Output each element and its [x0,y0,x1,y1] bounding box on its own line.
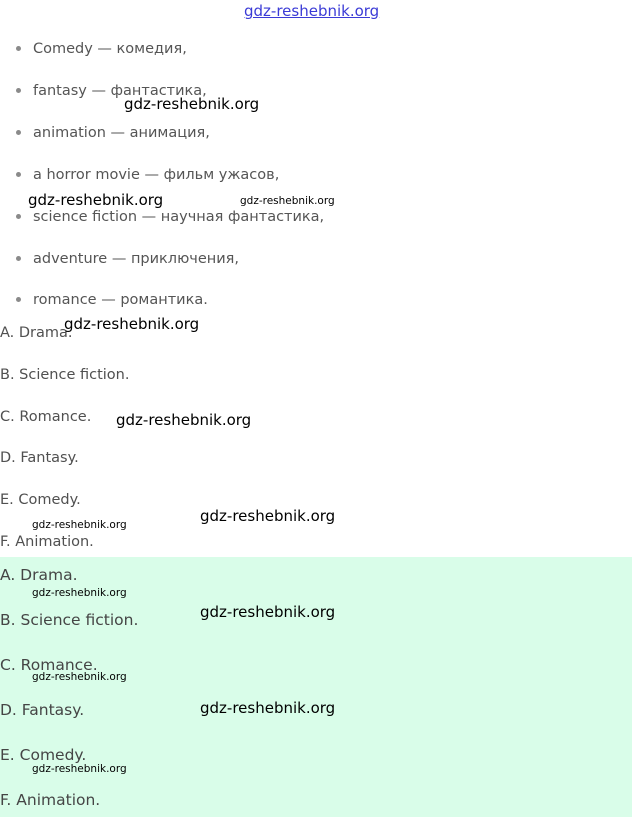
bullet-icon [16,172,21,177]
watermark: gdz-reshebnik.org [32,587,127,599]
watermark: gdz-reshebnik.org [28,191,164,209]
bullet-icon [16,130,21,135]
genre-text: fantasy — фантастика, [33,83,207,99]
bullet-icon [16,256,21,261]
bullet-icon [16,46,21,51]
list-item [16,289,576,311]
watermark: gdz-reshebnik.org [124,95,260,113]
watermark: gdz-reshebnik.org [32,763,127,775]
bullet-icon [16,297,21,302]
watermark: gdz-reshebnik.org [32,519,127,531]
answer-item: E. Comedy. [0,746,87,764]
option-item: A. Drama. [0,325,73,341]
option-item: E. Comedy. [0,492,81,508]
answer-item: D. Fantasy. [0,701,85,719]
option-item: C. Romance. [0,409,92,425]
answer-box [0,557,632,817]
genre-text: romance — романтика. [33,292,208,308]
watermark: gdz-reshebnik.org [200,699,336,717]
list-item [16,206,576,228]
list-item [16,248,576,270]
list-item [16,38,576,60]
site-link[interactable]: gdz-reshebnik.org [244,2,380,20]
answer-item: F. Animation. [0,791,101,809]
list-item [16,122,576,144]
option-item: D. Fantasy. [0,450,79,466]
bullet-icon [16,214,21,219]
genre-text: adventure — приключения, [33,251,240,267]
bullet-icon [16,88,21,93]
watermark: gdz-reshebnik.org [116,411,252,429]
list-item [16,164,576,186]
answer-item: B. Science fiction. [0,611,139,629]
genre-text: Comedy — комедия, [33,41,187,57]
genre-text: animation — анимация, [33,125,210,141]
watermark: gdz-reshebnik.org [32,671,127,683]
genre-text: science fiction — научная фантастика, [33,209,325,225]
list-item [16,80,576,102]
watermark: gdz-reshebnik.org [240,195,335,207]
answer-item: A. Drama. [0,566,78,584]
option-item: B. Science fiction. [0,367,130,383]
genre-text: a horror movie — фильм ужасов, [33,167,280,183]
answer-item: C. Romance. [0,656,98,674]
option-item: F. Animation. [0,534,94,550]
watermark: gdz-reshebnik.org [200,507,336,525]
watermark: gdz-reshebnik.org [64,315,200,333]
watermark: gdz-reshebnik.org [200,603,336,621]
